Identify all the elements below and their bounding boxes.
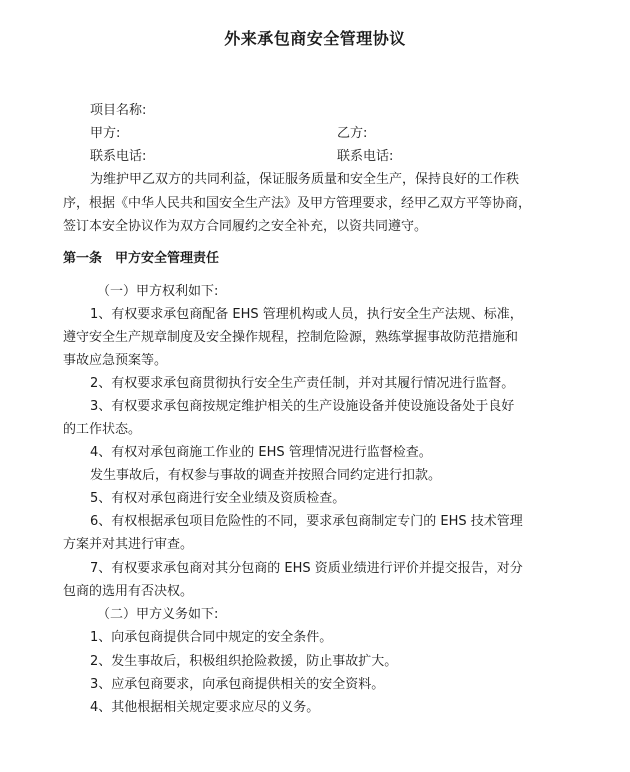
phone-b-label: 联系电话: xyxy=(337,149,394,164)
rights-line: 7、有权要求承包商对其分包商的 EHS 资质业绩进行评价并提交报告，对分 xyxy=(90,561,523,576)
rights-line: 的工作状态。 xyxy=(63,422,142,437)
rights-line: 发生事故后，有权参与事故的调查并按照合同约定进行扣款。 xyxy=(90,468,442,483)
party-a-label: 甲方: xyxy=(90,126,121,141)
duties-line: 1、向承包商提供合同中规定的安全条件。 xyxy=(90,630,333,645)
rights-line: 4、有权对承包商施工作业的 EHS 管理情况进行监督检查。 xyxy=(90,445,432,460)
duties-line: 4、其他根据相关规定要求应尽的义务。 xyxy=(90,700,320,715)
rights-line: 2、有权要求承包商贯彻执行安全生产责任制，并对其履行情况进行监督。 xyxy=(90,376,515,391)
rights-heading: （一）甲方权利如下: xyxy=(97,284,219,299)
rights-line: 1、有权要求承包商配备 EHS 管理机构或人员，执行安全生产法规、标准， xyxy=(90,307,523,322)
rights-line: 方案并对其进行审查。 xyxy=(63,537,194,552)
duties-line: 2、发生事故后，积极组织抢险救援，防止事故扩大。 xyxy=(90,654,398,669)
article1-heading: 第一条 甲方安全管理责任 xyxy=(63,251,220,266)
rights-line: 遵守安全生产规章制度及安全操作规程，控制危险源，熟练掌握事故防范措施和 xyxy=(63,330,519,345)
rights-line: 包商的选用有否决权。 xyxy=(63,584,194,599)
party-b-label: 乙方: xyxy=(337,126,368,141)
preamble-line: 为维护甲乙双方的共同利益，保证服务质量和安全生产，保持良好的工作秩 xyxy=(90,172,520,187)
preamble-line: 序，根据《中华人民共和国安全生产法》及甲方管理要求，经甲乙双方平等协商， xyxy=(63,196,532,211)
project-name-label: 项目名称: xyxy=(90,103,147,118)
duties-heading: （二）甲方义务如下: xyxy=(97,607,219,622)
rights-line: 5、有权对承包商进行安全业绩及资质检查。 xyxy=(90,491,346,506)
document-title: 外来承包商安全管理协议 xyxy=(224,29,406,48)
rights-line: 3、有权要求承包商按规定维护相关的生产设施设备并使设施设备处于良好 xyxy=(90,399,515,414)
preamble-line: 签订本安全协议作为双方合同履约之安全补充，以资共同遵守。 xyxy=(63,219,428,234)
phone-a-label: 联系电话: xyxy=(90,149,147,164)
duties-line: 3、应承包商要求，向承包商提供相关的安全资料。 xyxy=(90,677,385,692)
rights-line: 事故应急预案等。 xyxy=(63,353,168,368)
rights-line: 6、有权根据承包项目危险性的不同，要求承包商制定专门的 EHS 技术管理 xyxy=(90,514,523,529)
